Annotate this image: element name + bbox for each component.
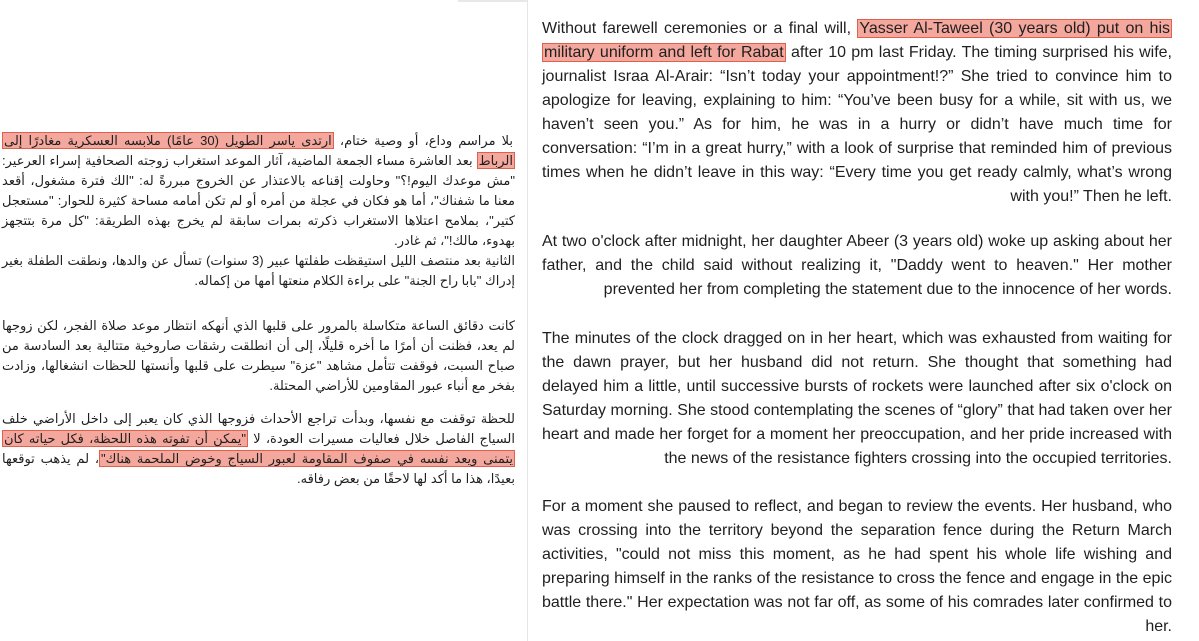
arabic-highlight-1: ارتدى ياسر الطويل (30 عامًا) ملابسه العسكرية مغادرًا إلى الرباط (4, 133, 513, 168)
english-paragraph-1-rest: after 10 pm last Friday. The timing surprised his wife, journalist Israa Al-Arair: “Isn’t today your appointment!?” She tried to convince him to apologize for leaving, explaining to him: “You’ve been busy for a while, sit with us, we haven’t seen you.” As for him, he was in a hurry or didn’t have much time for conversation: “I’m in a great hurry,” with a look of surprise that reminded him of previous times when he didn’t leave in this way: “Every time you get ready calmly, what’s wrong with you!” Then he left. (542, 44, 1173, 205)
english-paragraph-2: At two o'clock after midnight, her daughter Abeer (3 years old) woke up asking about her father, and the child said without realizing it, "Daddy went to heaven." Her mother prevented her from completing the statement due to the innocence of her words. (542, 233, 1172, 298)
arabic-paragraph-4-lead: للحظة توقفت مع نفسها، وبدأت تراجع الأحداث فزوجها الذي كان يعبر إلى داخل الأراضي خلف السياج الفاصل خلال فعاليات مسيرات العودة، لا (2, 411, 515, 446)
arabic-paragraph-1-lead: بلا مراسم وداع، أو وصية ختام، (333, 133, 514, 148)
arabic-paragraph-2: الثانية بعد منتصف الليل استيقظت طفلتها عبير (3 سنوات) تسأل عن والدها، ونطقت الطفلة بغير إدراك "بابا راح الجنة" على براءة الكلام منعتها أمها من إكماله. (2, 253, 515, 288)
english-paragraph-4: For a moment she paused to reflect, and began to review the events. Her husband, who was crossing into the territory beyond the separation fence during the Return March activities, "could not miss this moment, as he had spent his whole life wishing and preparing himself in the ranks of the resistance to cross the fence and engage in the epic battle there." Her expectation was not far off, as some of his comrades later confirmed to her. (542, 498, 1172, 635)
arabic-paragraph-1 (2, 131, 515, 251)
english-highlight-1: Yasser Al-Taweel (30 years old) put on his military uniform and left for Rabat (544, 20, 1170, 61)
arabic-paragraph-1-rest: بعد العاشرة مساء الجمعة الماضية، آثار الموعد استغراب زوجته الصحافية إسراء العرعير: "مش موعدك اليوم!؟" وحاولت إقناعه بالاعتذار عن الخروج مبررةً له: "الك فترة مشغول، أقعد معنا ما شفناك"، أما هو فكان في عجلة من أمره أو لم تكن أمامه مساحة كثيرة للحوار: "مستعجل كتير"، بملامح اعتلاها الاستغراب ذكرته بمرات سابقة لم يخرج بهذه الطريقة: "كل مرة بتتجهز بهدوء، مالك!"، ثم غادر. (2, 153, 515, 248)
arabic-paragraph-4 (2, 409, 515, 489)
arabic-paragraph-3: كانت دقائق الساعة متكاسلة بالمرور على قلبها الذي أنهكه انتظار موعد صلاة الفجر، لكن زوجها لم يعد، فظنت أن أمرًا ما أخره قليلًا، إلى أن انطلقت رشقات صاروخية متتالية بعد السادسة من صباح السبت، فوقفت تتأمل مشاهد "عزة" سيطرت على قلبها وأنستها للحظات انشغالها، وزادت بفخر مع أنباء عبور المقاومين للأراضي المحتلة. (2, 318, 515, 393)
column-divider (527, 0, 528, 641)
top-edge-mark (458, 0, 528, 2)
english-paragraph-1-lead: Without farewell ceremonies or a final will, (542, 20, 858, 37)
arabic-highlight-2: "يمكن أن تفوته هذه اللحظة، فكل حياته كان يتمنى ويعد نفسه في صفوف المقاومة لعبور السياج وخوض الملحمة هناك" (4, 431, 513, 466)
english-paragraph-1 (542, 17, 1172, 209)
english-paragraph-3: The minutes of the clock dragged on in her heart, which was exhausted from waiting for the dawn prayer, but her husband did not return. She thought that something had delayed him a little, until successive bursts of rockets were launched after six o'clock on Saturday morning. She stood contemplating the scenes of “glory” that had taken over her heart and made her forget for a moment her preoccupation, and her pride increased with the news of the resistance fighters crossing into the occupied territories. (542, 330, 1172, 467)
arabic-paragraph-4-rest: ، لم يذهب توقعها بعيدًا، هذا ما أكد لها لاحقًا من بعض رفاقه. (2, 451, 515, 486)
